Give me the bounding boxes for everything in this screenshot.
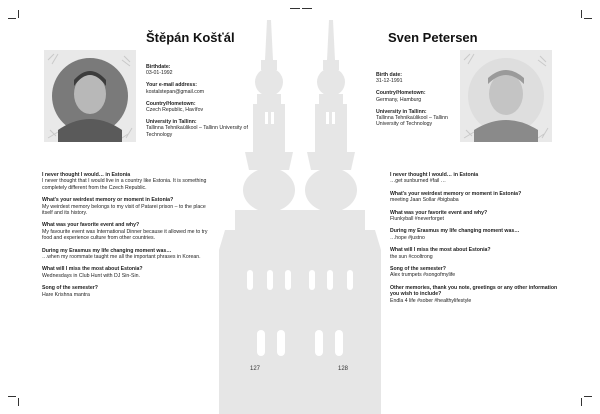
portrait-photo-icon: [44, 50, 136, 142]
qa-item: Song of the semester? Alex trumpets #songofmylife: [390, 266, 456, 279]
info-hometown: Country/Hometown: Czech Republic, Havířov: [146, 100, 204, 114]
portrait-photo-icon: [460, 50, 552, 142]
qa-item: What's your weirdest memory or moment in Estonia? meeting Jaan Sollar #bigbaba: [390, 190, 522, 204]
qa-item: What will I miss the most about Estonia? the sun #cooltrong: [390, 247, 491, 260]
qa-item: I never thought I would… in Estonia I never thought that I would live in a country like Estonia. It is something completely different from the Czech Republic.: [42, 172, 207, 191]
page-number: 128: [338, 366, 349, 372]
questionnaire: [42, 172, 208, 304]
info-university: University in Tallinn: Tallinna Tehnikaülikool – Tallinn University of Technology: [146, 118, 248, 138]
info-hometown: Country/Hometown: Germany, Hamburg: [376, 90, 426, 103]
info-email: Your e-mail address: kostalstepan@gmail.com: [146, 82, 205, 95]
personal-info: [376, 72, 458, 133]
photo-frame: [44, 50, 136, 142]
personal-info: [146, 64, 256, 144]
qa-item: What will I miss the most about Estonia? Wednesdays in Club Hunt with DJ Sin-Sin.: [42, 266, 143, 279]
page-number: 127: [250, 366, 261, 372]
qa-item: What was your favorite event and why? Flunkyball #neverforget: [390, 209, 488, 223]
tallinn-tower-illustration-icon: [205, 0, 300, 414]
qa-item: I never thought I would… in Estonia …get sunburned #fail …: [390, 172, 479, 185]
qa-item: What's your weirdest memory or moment in Estonia? My weirdest memory belongs to my visit of Patarei prison – to the place itself and its history.: [42, 197, 206, 217]
info-birthdate: Birth date: 31-12-1991: [376, 72, 403, 85]
info-university: University in Tallinn: Tallinna Tehnikaülikool – Tallinn University of Technology: [376, 108, 448, 128]
info-birthdate: Birthdate: 03-01-1992: [146, 64, 173, 77]
tallinn-tower-illustration-icon: [300, 0, 395, 414]
photo-frame: [460, 50, 552, 142]
right-page: [300, 0, 600, 414]
questionnaire: [390, 172, 562, 310]
qa-item: Song of the semester? Hare Krishna mantra: [42, 285, 98, 298]
qa-item: Other memories, thank you note, greetings or any other information you wish to include? Endla 4 life #sober #healthylifestyle: [390, 284, 558, 304]
qa-item: What was your favorite event and why? My favourite event was International Dinner because it allowed me to try food and experience culture from other countries.: [42, 222, 208, 242]
qa-item: During my Erasmus my life changing moment was… …hope #justno: [390, 228, 520, 241]
student-name: Sven Petersen: [388, 30, 478, 45]
qa-item: During my Erasmus my life changing moment was… …when my roommate taught me all the important phrases in Korean.: [42, 247, 201, 261]
student-name: Štěpán Košťál: [146, 30, 235, 45]
